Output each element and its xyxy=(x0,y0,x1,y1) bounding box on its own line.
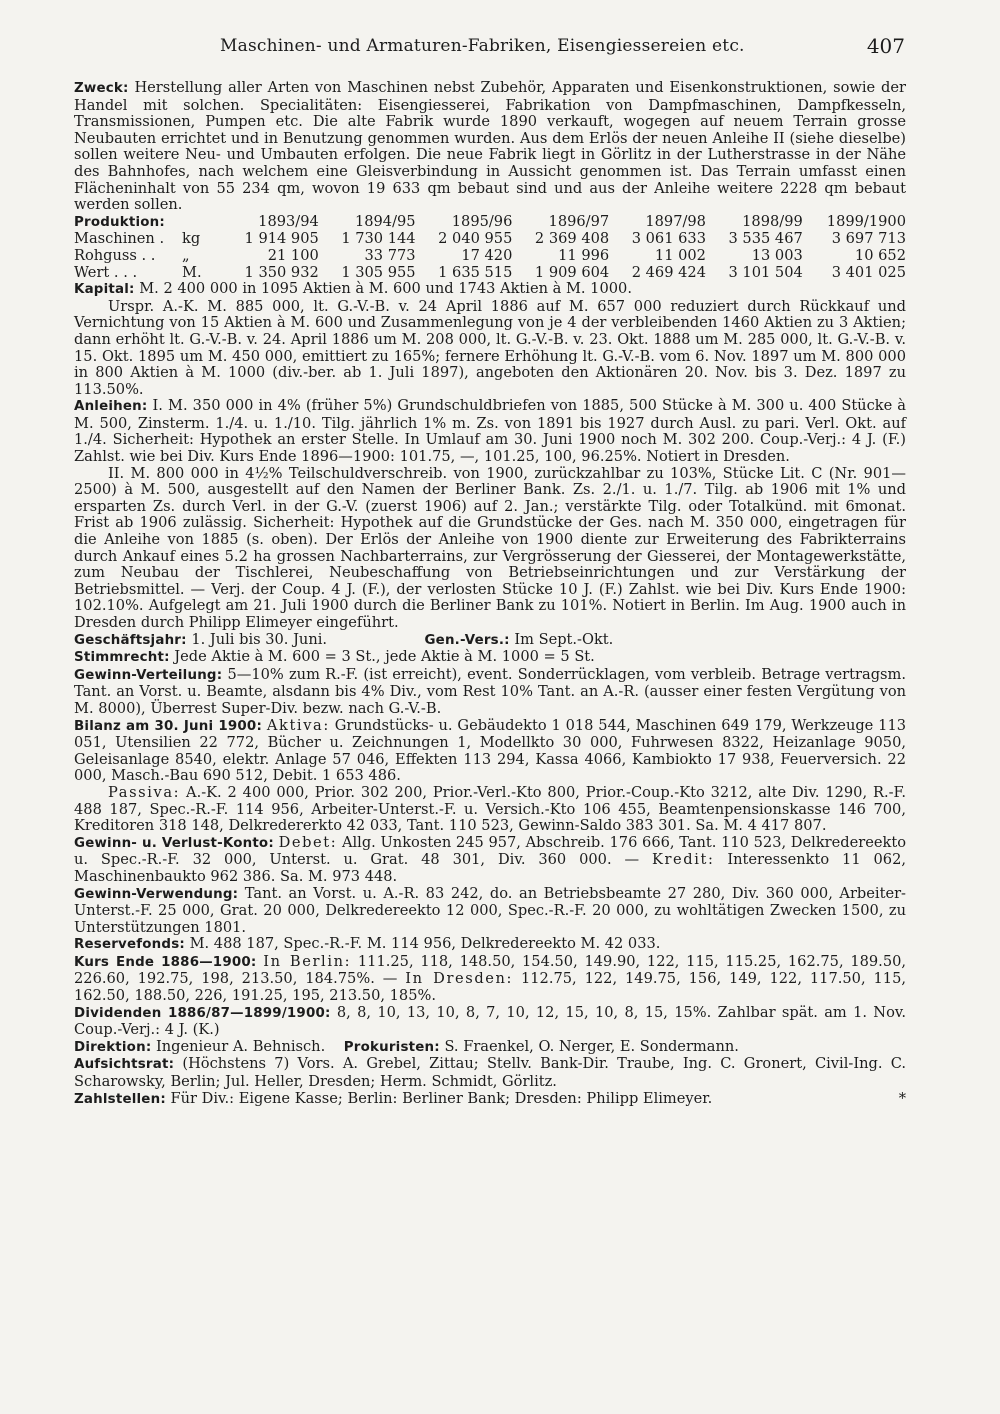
label-kredit: Kredit: xyxy=(651,851,715,869)
row-unit: kg xyxy=(182,230,201,248)
label-dresden: In Dresden: xyxy=(405,970,514,988)
text-prokuristen: S. Fraenkel, O. Nerger, E. Sondermann. xyxy=(444,1037,739,1055)
production-row xyxy=(74,248,906,265)
value-cell: 2 369 408 xyxy=(534,230,610,248)
section-dividenden xyxy=(74,1005,906,1039)
text-dividenden: 8, 8, 10, 13, 10, 8, 7, 10, 12, 15, 10, 8, 15, 15%. Zahlbar spät. am 1. Nov. Coup.-Verj.: 4 J. (K.) xyxy=(74,1003,907,1039)
production-header-row xyxy=(74,214,906,232)
section-geschaeftsjahr xyxy=(74,632,906,650)
label-zahlstellen: Zahlstellen: xyxy=(74,1091,166,1107)
text-gewinn-verteilung: 5—10% zum R.-F. (ist erreicht), event. Sonderrücklagen, vom verbleib. Betrage vertragsm. Tant. an Vorst. u. Beamte, alsdann bis 4% Div., vom Rest 10% Tant. an A.-R. (ausser einer festen Vergütung von M. 8000), Überrest Super-Div. bezw. nach G.-V.-B. xyxy=(74,665,906,717)
value-cell: 21 100 xyxy=(267,246,319,264)
label-stimmrecht: Stimmrecht: xyxy=(74,650,170,666)
value-cell: 2 040 955 xyxy=(438,230,513,248)
asterisk-mark: * xyxy=(898,1089,906,1107)
row-unit: M. xyxy=(182,263,202,281)
text-anleihe-2: II. M. 800 000 in 4½% Teilschuldverschreib. von 1900, zurückzahlbar zu 103%, Stücke Lit. C (Nr. 901—2500) à M. 500, ausgestellt auf den Namen der Berliner Bank. Zs. 2./1. u. 1./7. Tilg. ab 1906 mit 1% und ersparten Zs. durch Verl. in der G.-V. (zuerst 1906) auf 2. Jan.; verstärkte Tilg. oder Totalkünd. mit 6monat. Frist ab 1906 zulässig. Sicherheit: Hypothek auf die Grundstücke der Ges. nach M. 350 000, eingetragen für die Anleihe von 1885 (s. oben). Der Erlös der Anleihe von 1900 diente zur Erweiterung des Fabrikterrains durch Ankauf eines 5.2 ha grossen Nachbarterrains, zur Vergrösserung der Giesserei, der Montagewerkstätte, zum Neubau der Tischlerei, Neubeschaffung von Betriebseinrichtungen und zur Verstärkung der Betriebsmittel. — Verj. der Coup. 4 J. (F.), der verlosten Stücke 10 J. (F.) Zahlst. wie bei Div. Kurs Ende 1900: 102.10%. Aufgelegt am 21. Juli 1900 durch die Berliner Bank zu 101%. Notiert in Berlin. Im Aug. 1900 auch in Dresden durch Philipp Elimeyer eingeführt. xyxy=(74,464,906,631)
row-name: Wert . . . xyxy=(74,263,138,281)
label-berlin: In Berlin: xyxy=(263,952,352,970)
value-cell: 3 101 504 xyxy=(728,263,803,281)
value-cell: 3 401 025 xyxy=(831,263,906,281)
section-kapital xyxy=(74,281,906,299)
label-reservefonds: Reservefonds: xyxy=(74,937,185,953)
label-direktion: Direktion: xyxy=(74,1039,152,1055)
label-debet: Debet: xyxy=(278,833,338,851)
bilanz-passiva xyxy=(74,785,906,835)
text-kurs-dresden: 112.75, 122, 149.75, 156, 149, 122, 117.50, 115, 162.50, 188.50, 226, 191.25, 195, 213.50, 185%. xyxy=(74,970,906,1005)
value-cell: 1 914 905 xyxy=(244,230,319,248)
text-zahlstellen: Für Div.: Eigene Kasse; Berlin: Berliner Bank; Dresden: Philipp Elimeyer. xyxy=(170,1089,713,1107)
value-cell: 13 003 xyxy=(751,246,803,264)
value-cell: 1 350 932 xyxy=(244,263,319,281)
text-geschaeftsjahr: 1. Juli bis 30. Juni. xyxy=(191,630,328,648)
section-zweck xyxy=(74,80,906,214)
section-zahlstellen xyxy=(74,1091,906,1109)
year-cell: 1894/95 xyxy=(354,213,416,231)
text-aufsichtsrat: (Höchstens 7) Vors. A. Grebel, Zittau; Stellv. Bank-Dir. Traube, Ing. C. Gronert, Civil-Ing. C. Scharowsky, Berlin; Jul. Heller, Dresden; Herm. Schmidt, Görlitz. xyxy=(74,1055,907,1091)
section-produktion xyxy=(74,214,906,281)
label-geschaeftsjahr: Geschäftsjahr: xyxy=(74,632,187,648)
value-cell: 3 061 633 xyxy=(631,230,706,248)
value-cell: 1 909 604 xyxy=(534,263,610,281)
section-gewinn-verlust xyxy=(74,835,906,886)
production-row xyxy=(74,265,906,282)
label-dividenden: Dividenden 1886/87—1899/1900: xyxy=(74,1005,331,1021)
text-kurs-berlin: 111.25, 118, 148.50, 154.50, 149.90, 122, 115, 115.25, 162.75, 189.50, 226.60, 192.75, 198, 213.50, 184.75%. — xyxy=(74,952,907,988)
section-anleihen xyxy=(74,398,906,465)
section-gewinn-verteilung xyxy=(74,667,906,718)
label-passiva: Passiva: xyxy=(108,783,181,801)
label-aufsichtsrat: Aufsichtsrat: xyxy=(74,1057,175,1073)
value-cell: 11 996 xyxy=(558,246,610,264)
year-cell: 1898/99 xyxy=(742,213,803,231)
label-kurs: Kurs Ende 1886—1900: xyxy=(74,954,257,970)
label-anleihen: Anleihen: xyxy=(74,399,148,415)
row-name: Maschinen . xyxy=(74,230,165,248)
section-direktion xyxy=(74,1039,906,1057)
value-cell: 17 420 xyxy=(461,246,513,264)
label-bilanz: Bilanz am 30. Juni 1900: xyxy=(74,718,263,734)
year-cell: 1897/98 xyxy=(645,213,706,231)
text-gewinn-verwendung: Tant. an Vorst. u. A.-R. 83 242, do. an Betriebsbeamte 27 280, Div. 360 000, Arbeiter-Unterst.-F. 25 000, Grat. 20 000, Delkredereekto 12 000, Spec.-R.-F. 20 000, zu wohltätigen Zwecken 1500, zu Unterstützungen 1801. xyxy=(74,884,906,936)
text-kapital: M. 2 400 000 in 1095 Aktien à M. 600 und 1743 Aktien à M. 1000. xyxy=(139,280,632,298)
value-cell: 1 635 515 xyxy=(438,263,513,281)
label-gewinn-verwendung: Gewinn-Verwendung: xyxy=(74,886,239,902)
text-stimmrecht: Jede Aktie à M. 600 = 3 St., jede Aktie à M. 1000 = 5 St. xyxy=(174,648,595,666)
page-body xyxy=(74,80,906,1108)
value-cell: 10 652 xyxy=(854,246,906,264)
value-cell: 3 535 467 xyxy=(728,230,803,248)
section-kurs xyxy=(74,954,906,1005)
year-cell: 1896/97 xyxy=(548,213,610,231)
text-kredit: Interessenkto 11 062, Maschinenbaukto 962 386. Sa. M. 973 448. xyxy=(74,851,906,885)
text-direktion: Ingenieur A. Behnisch. xyxy=(156,1037,326,1055)
value-cell: 33 773 xyxy=(364,246,416,264)
page-number: 407 xyxy=(866,34,905,58)
year-cell: 1895/96 xyxy=(451,213,513,231)
text-reservefonds: M. 488 187, Spec.-R.-F. M. 114 956, Delkredereekto M. 42 033. xyxy=(189,935,661,953)
text-zweck: Herstellung aller Arten von Maschinen nebst Zubehör, Apparaten und Eisenkonstruktionen, sowie der Handel mit solchen. Specialitäten: Eisengiesserei, Fabrikation von Dampfmaschinen, Dampfkesseln, Transmissionen, Pumpen etc. Die alte Fabrik wurde 1890 verkauft, wogegen auf neuem Terrain grosse Neubauten errichtet und in Benutzung genommen wurden. Aus dem Erlös der neuen Anleihe II (siehe dieselbe) sollen weitere Neu- und Umbauten erfolgen. Die neue Fabrik liegt in Görlitz in der Lutherstrasse in der Nähe des Bahnhofes, nach welchem eine Gleisverbindung in Aussicht genommen ist. Das Terrain umfasst einen Flächeninhalt von 55 234 qm, wovon 19 633 qm bebaut sind und aus der Anleihe weitere 2228 qm bebaut werden sollen. xyxy=(74,79,906,214)
value-cell: 1 305 955 xyxy=(341,263,416,281)
section-stimmrecht xyxy=(74,649,906,667)
label-kapital: Kapital: xyxy=(74,282,135,298)
text-passiva: A.-K. 2 400 000, Prior. 302 200, Prior.-Verl.-Kto 800, Prior.-Coup.-Kto 3212, alte Div. 1290, R.-F. 488 187, Spec.-R.-F. 114 956, Arbeiter-Unterst.-F. u. Versich.-Kto 106 455, Beamtenpensionskasse 146 700, Kreditoren 318 148, Delkredererkto 42 033, Tant. 110 523, Gewinn-Saldo 383 301. Sa. M. 4 417 807. xyxy=(74,783,907,835)
year-cell: 1899/1900 xyxy=(826,213,906,231)
value-cell: 2 469 424 xyxy=(631,263,706,281)
label-zweck: Zweck: xyxy=(74,81,129,96)
text-kapital-history: Urspr. A.-K. M. 885 000, lt. G.-V.-B. v. 24 April 1886 auf M. 657 000 reduziert durch Rückkauf und Vernichtung von 15 Aktien à M. 600 und Zusammenlegung von je 4 der verbleibenden 1460 Aktien zu 3 Aktien; dann erhöht lt. G.-V.-B. v. 24. April 1886 um M. 208 000, lt. G.-V.-B. v. 23. Okt. 1888 um M. 285 000, lt. G.-V.-B. v. 15. Okt. 1895 um M. 450 000, emittiert zu 165%; fernere Erhöhung lt. G.-V.-B. vom 6. Nov. 1897 um M. 800 000 in 800 Aktien à M. 1000 (div.-ber. ab 1. Juli 1897), angeboten den Aktionären 20. Nov. bis 3. Dez. 1897 zu 113.50%. xyxy=(74,297,906,398)
label-prokuristen: Prokuristen: xyxy=(343,1039,440,1055)
label-produktion: Produktion: xyxy=(74,214,165,230)
label-gen-vers: Gen.-Vers.: xyxy=(424,632,510,648)
row-unit: „ xyxy=(182,246,190,264)
section-reservefonds xyxy=(74,936,906,954)
value-cell: 11 002 xyxy=(654,246,706,264)
production-table xyxy=(74,214,906,281)
text-gen-vers: Im Sept.-Okt. xyxy=(514,630,614,648)
page-header xyxy=(80,36,905,62)
label-gewinn-verteilung: Gewinn-Verteilung: xyxy=(74,667,223,683)
section-bilanz xyxy=(74,718,906,785)
text-aktiva: Grundstücks- u. Gebäudekto 1 018 544, Maschinen 649 179, Werkzeuge 113 051, Utensilien 22 772, Bücher u. Zeichnungen 1, Modellkto 30 000, Fuhrwesen 8322, Heizanlage 9050, Geleisanlage 8540, elektr. Anlage 57 046, Effekten 113 294, Kassa 4066, Kambiokto 17 938, Feuerversich. 22 000, Masch.-Bau 690 512, Debit. 1 653 486. xyxy=(74,716,907,785)
value-cell: 3 697 713 xyxy=(831,230,906,248)
production-row xyxy=(74,231,906,248)
year-cell: 1893/94 xyxy=(258,213,319,231)
row-name: Rohguss . . xyxy=(74,246,156,264)
text-anleihe-1: I. M. 350 000 in 4% (früher 5%) Grundschuldbriefen von 1885, 500 Stücke à M. 300 u. 400 Stücke à M. 500, Zinsterm. 1./4. u. 1./10. Tilg. jährlich 1% m. Zs. von 1891 bis 1927 durch Ausl. zu pari. Verl. Okt. auf 1./4. Sicherheit: Hypothek an erster Stelle. In Umlauf am 30. Juni 1900 noch M. 302 200. Coup.-Verj.: 4 J. (F.) Zahlst. wie bei Div. Kurs Ende 1896—1900: 101.75, —, 101.25, 100, 96.25%. Notiert in Dresden. xyxy=(74,397,907,466)
value-cell: 1 730 144 xyxy=(341,230,416,248)
section-gewinn-verwendung xyxy=(74,886,906,937)
label-aktiva: Aktiva: xyxy=(266,716,330,734)
section-aufsichtsrat xyxy=(74,1056,906,1090)
running-title: Maschinen- und Armaturen-Fabriken, Eisengiessereien etc. xyxy=(220,36,745,56)
label-gewinn-verlust: Gewinn- u. Verlust-Konto: xyxy=(74,835,274,851)
text-debet: Allg. Unkosten 245 957, Abschreib. 176 666, Tant. 110 523, Delkredereekto u. Spec.-R.-F. 32 000, Unterst. u. Grat. 48 301, Div. 360 000. — xyxy=(74,833,906,869)
